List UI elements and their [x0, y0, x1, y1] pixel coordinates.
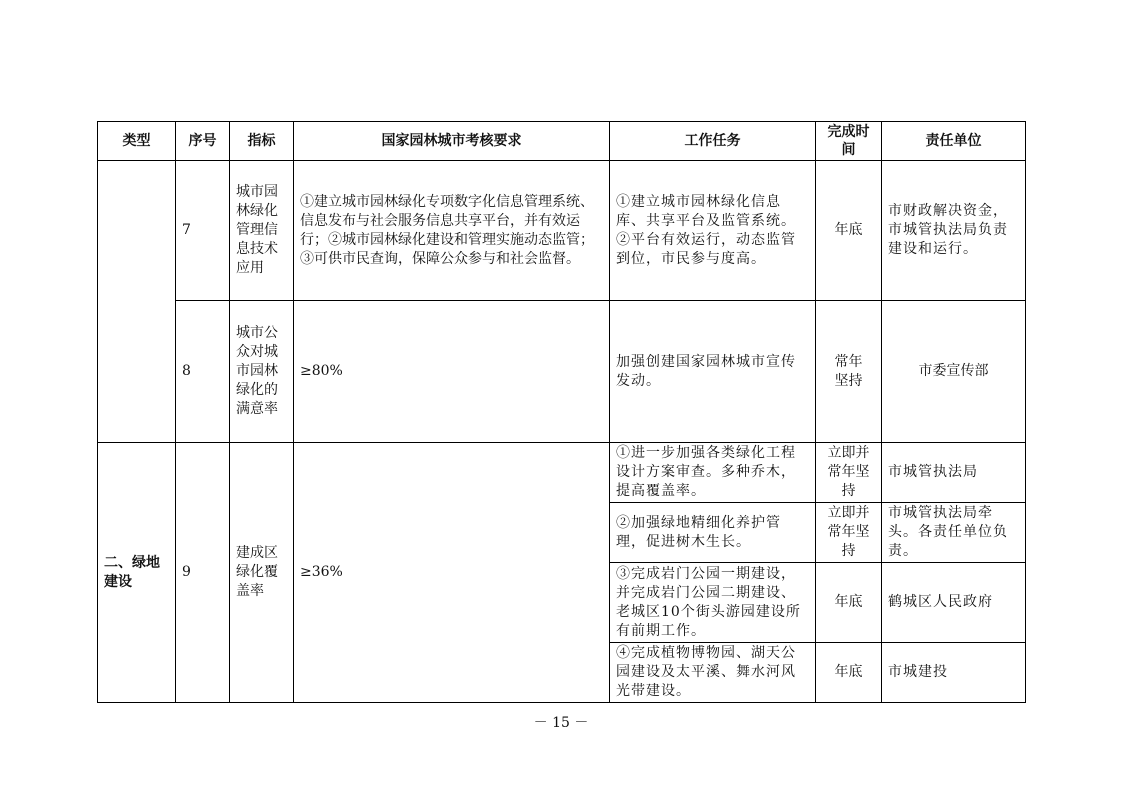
row8-indicator: 城市公众对城市园林绿化的满意率 [230, 301, 294, 443]
row9-indicator: 建成区绿化覆盖率 [230, 443, 294, 703]
header-time: 完成时间 [816, 122, 882, 161]
table-header-row [98, 122, 1026, 161]
row9-subtask-2-time: 立即并常年坚持 [816, 503, 882, 563]
table-row [98, 443, 1026, 503]
row7-task: ①建立城市园林绿化信息库、共享平台及监管系统。②平台有效运行，动态监管到位，市民参与度高。 [610, 161, 816, 301]
row9-subtask-1-time: 立即并常年坚持 [816, 443, 882, 503]
row7-indicator: 城市园林绿化管理信息技术应用 [230, 161, 294, 301]
row9-subtask-1-unit: 市城管执法局 [882, 443, 1026, 503]
row9-subtask-3-task: ③完成岩门公园一期建设，并完成岩门公园二期建设、老城区10个街头游园建设所有前期工作。 [610, 563, 816, 643]
row8-requirement: ≥80% [294, 301, 610, 443]
row7-requirement: ①建立城市园林绿化专项数字化信息管理系统、信息发布与社会服务信息共享平台，并有效运行；②城市园林绿化建设和管理实施动态监管；③可供市民查询，保障公众参与和社会监督。 [294, 161, 610, 301]
row9-subtask-4-task: ④完成植物博物园、湖天公园建设及太平溪、舞水河风光带建设。 [610, 643, 816, 703]
header-unit: 责任单位 [882, 122, 1026, 161]
header-task: 工作任务 [610, 122, 816, 161]
row9-subtask-3-unit: 鹤城区人民政府 [882, 563, 1026, 643]
row9-subtask-3-time: 年底 [816, 563, 882, 643]
row9-subtask-1-task: ①进一步加强各类绿化工程设计方案审查。多种乔木，提高覆盖率。 [610, 443, 816, 503]
row9-subtask-2-task: ②加强绿地精细化养护管理，促进树木生长。 [610, 503, 816, 563]
row9-seq: 9 [176, 443, 230, 703]
header-requirement: 国家园林城市考核要求 [294, 122, 610, 161]
row9-subtask-2-unit: 市城管执法局牵头。各责任单位负责。 [882, 503, 1026, 563]
table-row [98, 301, 1026, 443]
category-cell-empty [98, 161, 176, 443]
table-row [98, 161, 1026, 301]
row7-unit: 市财政解决资金，市城管执法局负责建设和运行。 [882, 161, 1026, 301]
header-indicator: 指标 [230, 122, 294, 161]
row9-category: 二、绿地建设 [98, 443, 176, 703]
row8-time: 常年坚持 [816, 301, 882, 443]
row7-seq: 7 [176, 161, 230, 301]
row7-time: 年底 [816, 161, 882, 301]
row8-task: 加强创建国家园林城市宣传发动。 [610, 301, 816, 443]
page-number: － 15 － [533, 715, 589, 731]
row9-subtask-4-unit: 市城建投 [882, 643, 1026, 703]
row9-subtask-4-time: 年底 [816, 643, 882, 703]
row8-seq: 8 [176, 301, 230, 443]
row8-unit: 市委宣传部 [882, 301, 1026, 443]
header-seq: 序号 [176, 122, 230, 161]
assessment-table [97, 121, 1026, 703]
row9-requirement: ≥36% [294, 443, 610, 703]
header-type: 类型 [98, 122, 176, 161]
